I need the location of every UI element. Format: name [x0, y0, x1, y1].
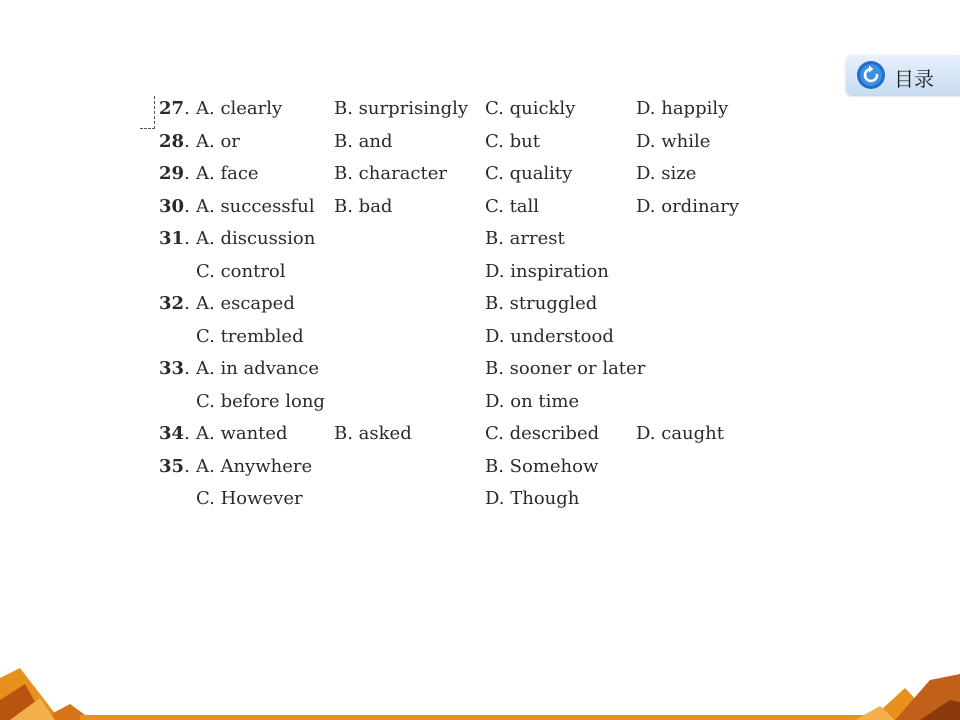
answer-option: B. struggled [485, 293, 598, 314]
answer-option: C. However [196, 488, 303, 509]
question-number: 29. [159, 163, 190, 184]
answer-option: A. discussion [196, 228, 316, 249]
answer-option: D. inspiration [485, 260, 609, 282]
answer-option: B. sooner or later [485, 358, 646, 379]
answer-option: C. trembled [196, 325, 304, 347]
answer-option: A. in advance [196, 358, 319, 379]
question-number-value: 30 [159, 195, 185, 217]
answer-option: D. understood [485, 325, 614, 347]
answer-option: B. surprisingly [334, 98, 469, 119]
question-number-value: 32 [159, 293, 185, 314]
question-number: 33. [159, 358, 190, 379]
question-number-value: 33 [159, 358, 185, 379]
answer-option: A. escaped [196, 293, 295, 314]
question-number: 31. [159, 228, 190, 249]
answer-option: D. on time [485, 390, 580, 412]
answer-option: B. Somehow [485, 455, 599, 477]
answer-option: D. Though [485, 488, 580, 509]
answer-option: B. asked [334, 423, 412, 444]
question-number-value: 27 [159, 98, 185, 119]
answer-option: A. face [196, 163, 259, 184]
footer-decoration [0, 640, 960, 720]
answer-option: C. described [485, 423, 600, 444]
answer-option: C. but [485, 130, 540, 152]
question-number: 28. [159, 130, 190, 152]
answer-option: C. control [196, 260, 286, 282]
question-number: 27. [159, 98, 190, 119]
answer-option: C. before long [196, 390, 325, 412]
answer-option: A. wanted [196, 423, 288, 444]
answer-option: D. happily [636, 98, 729, 119]
answer-option: C. quality [485, 163, 573, 184]
question-number: 34. [159, 423, 190, 444]
answer-option: B. arrest [485, 228, 565, 249]
answer-option: A. clearly [196, 98, 283, 119]
question-number: 30. [159, 195, 190, 217]
answer-option: A. successful [196, 195, 315, 217]
answer-option: D. caught [636, 423, 724, 444]
question-number: 35. [159, 455, 190, 477]
question-number-value: 35 [159, 455, 185, 477]
answer-option: B. and [334, 130, 393, 152]
question-number-value: 31 [159, 228, 185, 249]
answer-option: B. character [334, 163, 447, 184]
answer-option: D. while [636, 130, 711, 152]
answer-option: C. tall [485, 195, 540, 217]
answer-option: B. bad [334, 195, 393, 217]
answer-option: D. size [636, 163, 697, 184]
question-number-value: 34 [159, 423, 185, 444]
answer-option: D. ordinary [636, 195, 740, 217]
answer-option: A. Anywhere [196, 455, 313, 477]
question-number-value: 28 [159, 130, 185, 152]
answer-option: C. quickly [485, 98, 576, 119]
answer-option: A. or [196, 130, 240, 152]
question-number-value: 29 [159, 163, 185, 184]
toc-label: 目录 [894, 67, 934, 91]
question-number: 32. [159, 293, 190, 314]
